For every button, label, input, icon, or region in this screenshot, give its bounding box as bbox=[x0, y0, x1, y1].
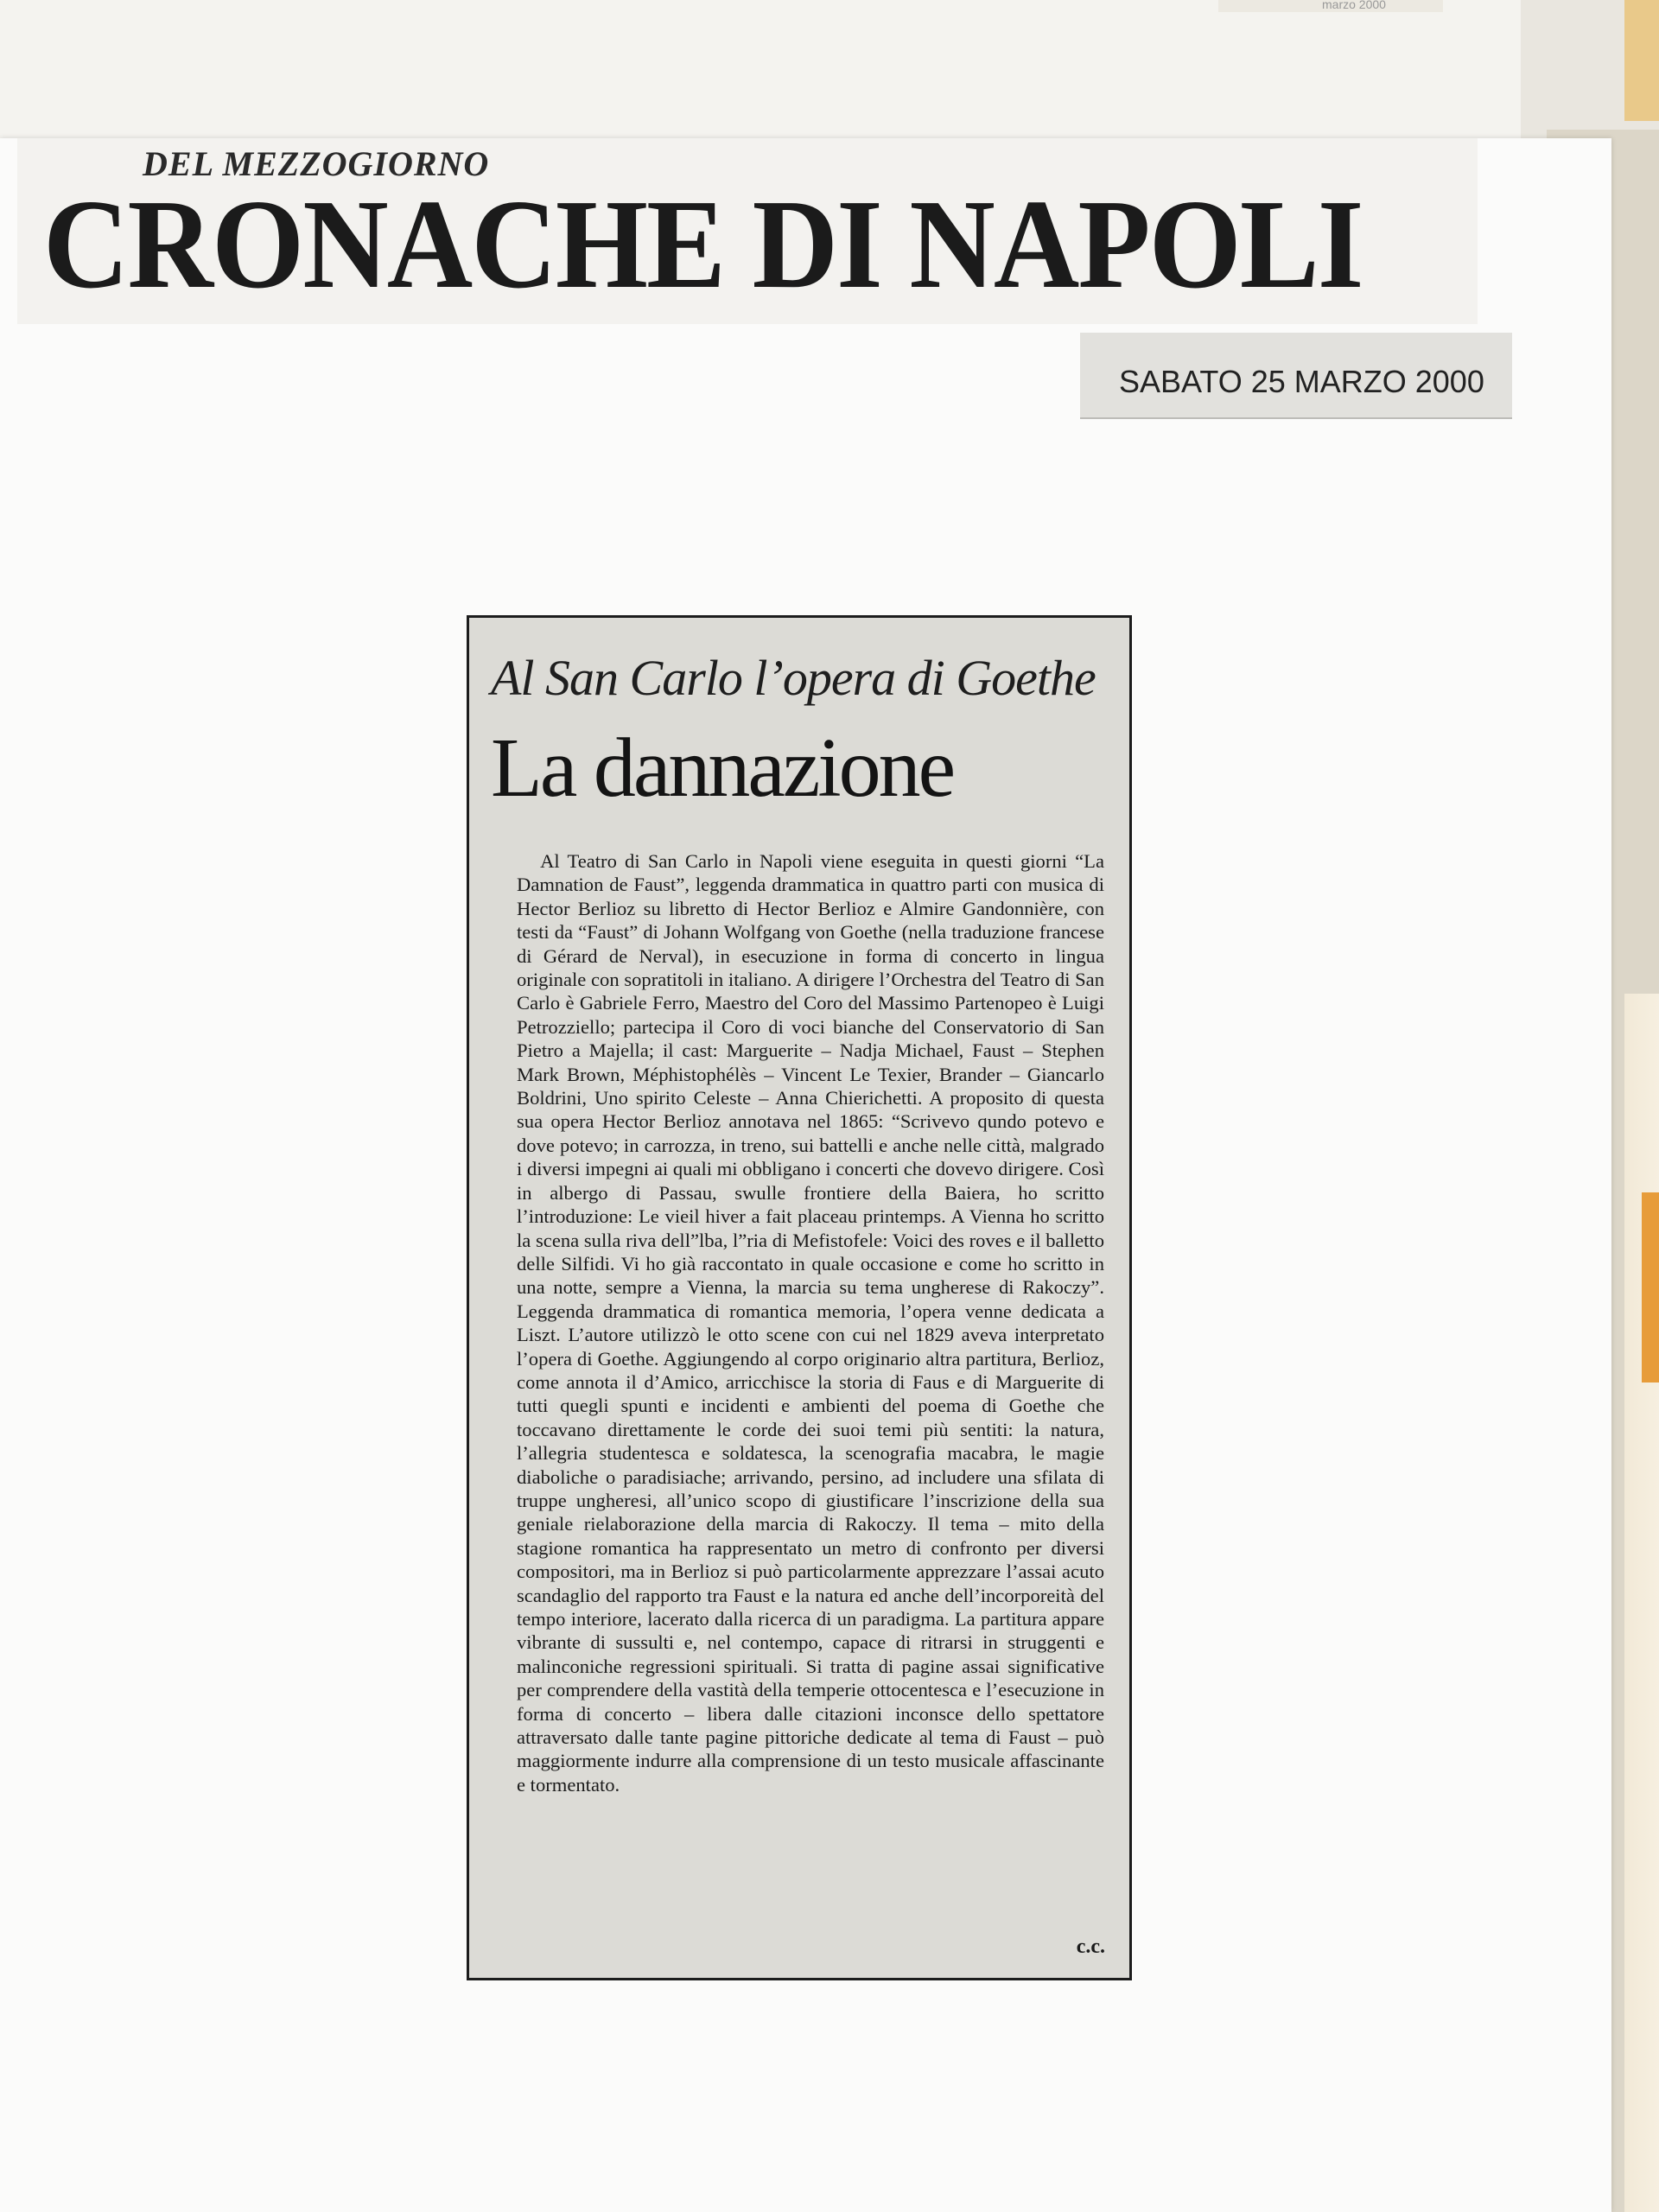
date-clipping bbox=[1080, 333, 1512, 419]
article-headline: La dannazione bbox=[491, 721, 954, 815]
article-clipping bbox=[467, 615, 1132, 1980]
masthead-title: CRONACHE DI NAPOLI bbox=[43, 174, 1363, 315]
article-body: Al Teatro di San Carlo in Napoli viene eseguita in questi giorni “La Damnation de Faust”, leggenda drammatica in quattro parti con musica di Hector Berlioz su libretto di Hector Berlioz e Almire Gandonnière, con testi da “Faust” di Johann Wolfgang von Goethe (nella traduzione francese di Gérard de Nerval), in esecuzione in forma di concerto in lingua originale con sopratitoli in italiano. A dirigere l’Orchestra del Teatro di San Carlo è Gabriele Ferro, Maestro del Coro del Massimo Partenopeo è Luigi Petrozziello; partecipa il Coro di voci bianche del Conservatorio di San Pietro a Majella; il cast: Marguerite – Nadja Michael, Faust – Stephen Mark Brown, Méphistophélès – Vincent Le Texier, Brander – Giancarlo Boldrini, Uno spirito Celeste – Anna Chierichetti. A proposito di questa sua opera Hector Berlioz annotava nel 1865: “Scrivevo qundo potevo e dove potevo; in carrozza, in treno, sui battelli e anche nelle città, malgrado i diversi impegni ai quali mi obbligano i concerti che dovevo dirigere. Così in albergo di Passau, swulle frontiere della Baiera, ho scritto l’introduzione: Le vieil hiver a fait placeau printemps. A Vienna ho scritto la scena sulla riva dell”lba, l”ria di Mefistofele: Voici des roves e il balletto delle Silfidi. Vi ho già raccontato in quale occasione e come ho scritto in una notte, sempre a Vienna, la marcia su tema ungherese di Rakoczy”. Leggenda drammatica di romantica memoria, l’opera venne dedicata a Liszt. L’autore utilizzò le otto scene con cui nel 1829 aveva interpretato l’opera di Goethe. Aggiungendo al corpo originario altra partitura, Berlioz, come annota il d’Amico, arricchisce la storia di Faus e di Marguerite di tutti quegli spunti e incidenti e ambienti del poema di Goethe che toccavano direttamente le corde dei suoi temi più sentiti: la natura, l’allegria studentesca e soldatesca, la scenografia macabra, le magie diaboliche o paradisiache; arrivando, persino, ad includere una sfilata di truppe ungheresi, all’unico scopo di giustificare l’inscrizione della sua geniale rielaborazione della marcia di Rakoczy. Il tema – mito della stagione romantica ha rappresentato un metro di confronto per diversi compositori, ma in Berlioz si può particolarmente apprezzare l’assai acuto scandaglio del rapporto tra Faust e la natura ed anche dell’incorporeità del tempo interiore, lacerato dalla ricerca di un paradigma. La partitura appare vibrante di sussulti e, nel contempo, capace di ritrarsi in struggenti e malinconiche regressioni spirituali. Si tratta di pagine assai significative per comprendere della vastità della temperie ottocentesca e l’esecuzione in forma di concerto – libera dalle citazioni inconsce dello spettatore attraversato dalle tante pagine pittoriche dedicate al tema di Faust – può maggiormente indurre alla comprensione di un testo musicale affascinante e tormentato. bbox=[517, 850, 1104, 1796]
masthead-subtitle: DEL MEZZOGIORNO bbox=[143, 144, 490, 183]
article-kicker: Al San Carlo l’opera di Goethe bbox=[491, 650, 1096, 706]
top-paper-scrap bbox=[1218, 0, 1443, 12]
right-orange-edge bbox=[1642, 1192, 1659, 1382]
newspaper-masthead bbox=[17, 138, 1478, 324]
top-scrap-text: marzo 2000 bbox=[1322, 0, 1386, 11]
article-signature: c.c. bbox=[1076, 1936, 1105, 1958]
right-paper-edge bbox=[1624, 994, 1659, 2212]
publication-date: SABATO 25 MARZO 2000 bbox=[1119, 364, 1484, 399]
orange-sheet-edge bbox=[1624, 0, 1659, 121]
